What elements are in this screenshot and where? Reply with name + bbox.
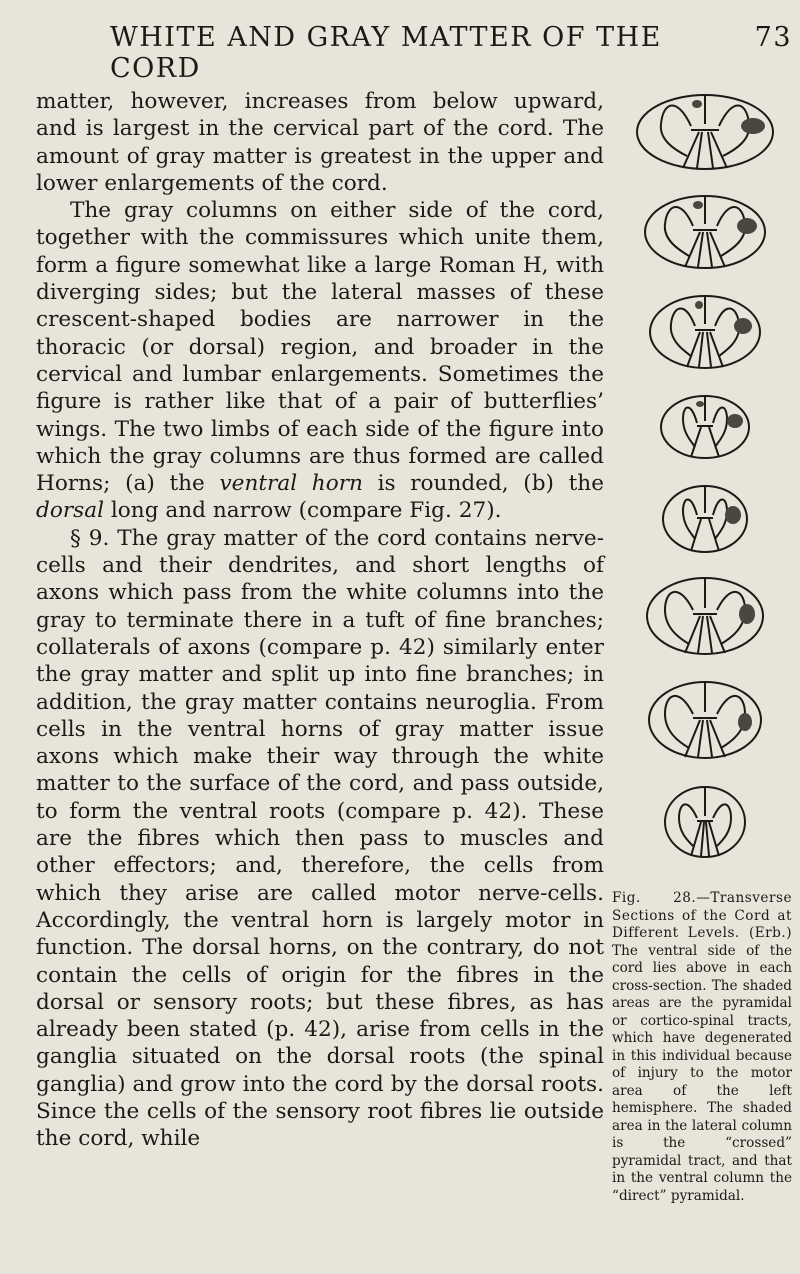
figure-caption-body: The ventral side of the cord lies above in each cross-section. The shaded areas are the pyramidal or cortico-spinal tracts, which have degenerated in this individual because of injury to the motor area of the left hemisphere. The shaded area in the lateral column is the “crossed” pyramidal tract, and that in the ventral column the “direct” pyramidal. <box>612 942 792 1204</box>
cord-section-7 <box>643 678 767 762</box>
cord-section-2-direct-tract <box>693 201 703 209</box>
cord-section-3 <box>645 292 765 372</box>
paragraph-2 <box>36 197 604 525</box>
cord-section-7-crossed-tract <box>738 713 752 731</box>
cord-section-2 <box>640 192 770 272</box>
cord-section-3-direct-tract <box>695 301 703 309</box>
paragraph-2-text-a: The gray columns on either side of the cord, together with the commissures which unite them, form a figure somewhat like a large Roman H, with diverging sides; but the lateral masses of these crescent-shaped bodies are narrower in the thoracic (or dorsal) region, and broader in the cervical and lumbar enlargements. Sometimes the figure is rather like that of a pair of butterflies’ wings. The two limbs of each side of the figure into which the gray columns are thus formed are called Horns; (a) the <box>36 198 604 497</box>
paragraph-2-text-b: is rounded, (b) the <box>362 471 604 497</box>
cord-section-4 <box>655 392 755 462</box>
main-text <box>36 88 604 1153</box>
cord-section-1-crossed-tract <box>741 118 765 134</box>
cord-section-1 <box>632 92 778 172</box>
cord-section-4-crossed-tract <box>727 414 743 428</box>
running-head <box>110 22 792 84</box>
cord-section-4-direct-tract <box>696 401 704 407</box>
cord-section-1-direct-tract <box>692 100 702 108</box>
paragraph-1: matter, however, increases from below upward, and is largest in the cervical part of the cord. The amount of gray matter is greatest in the upper and lower enlargements of the cord. <box>36 89 604 196</box>
cord-section-5-crossed-tract <box>725 506 741 524</box>
paragraph-2-italic-dorsal: dorsal <box>36 498 105 524</box>
paragraph-2-text-c: long and narrow (compare Fig. 27). <box>104 498 502 524</box>
cord-section-8 <box>659 782 751 862</box>
paragraph-2-italic-ventral-horn: ventral horn <box>219 471 363 497</box>
cord-section-2-crossed-tract <box>737 218 757 234</box>
cord-section-6-crossed-tract <box>739 604 755 624</box>
page-number: 73 <box>754 22 792 53</box>
figure-caption-head: Fig. 28.—Transverse Sections of the Cord at Different Levels. (Erb.) <box>612 890 792 941</box>
figure-caption <box>612 890 792 1205</box>
running-head-title: WHITE AND GRAY MATTER OF THE CORD <box>110 22 662 84</box>
cord-section-3-crossed-tract <box>734 318 752 334</box>
figure-28 <box>610 88 800 868</box>
paragraph-3: § 9. The gray matter of the cord contains nerve-cells and their dendrites, and short lengths of axons which pass from the white columns into the gray to terminate there in a tuft of fine branches; collaterals of axons (compare p. 42) similarly enter the gray matter and split up into fine branches; in addition, the gray matter contains neuroglia. From cells in the ventral horns of gray matter issue axons which make their way through the white matter to the surface of the cord, and pass outside, to form the ventral roots (compare p. 42). These are the fibres which then pass to muscles and other effectors; and, therefore, the cells from which they arise are called motor nerve-cells. Accordingly, the ventral horn is largely motor in function. The dorsal horns, on the contrary, do not contain the cells of origin for the fibres in the dorsal or sensory roots; but these fibres, as has already been stated (p. 42), arise from cells in the ganglia situated on the dorsal roots (the spinal ganglia) and grow into the cord by the dorsal roots. Since the cells of the sensory root fibres lie outside the cord, while <box>36 525 604 1152</box>
cord-section-5 <box>655 482 755 556</box>
cord-section-6 <box>640 574 770 658</box>
